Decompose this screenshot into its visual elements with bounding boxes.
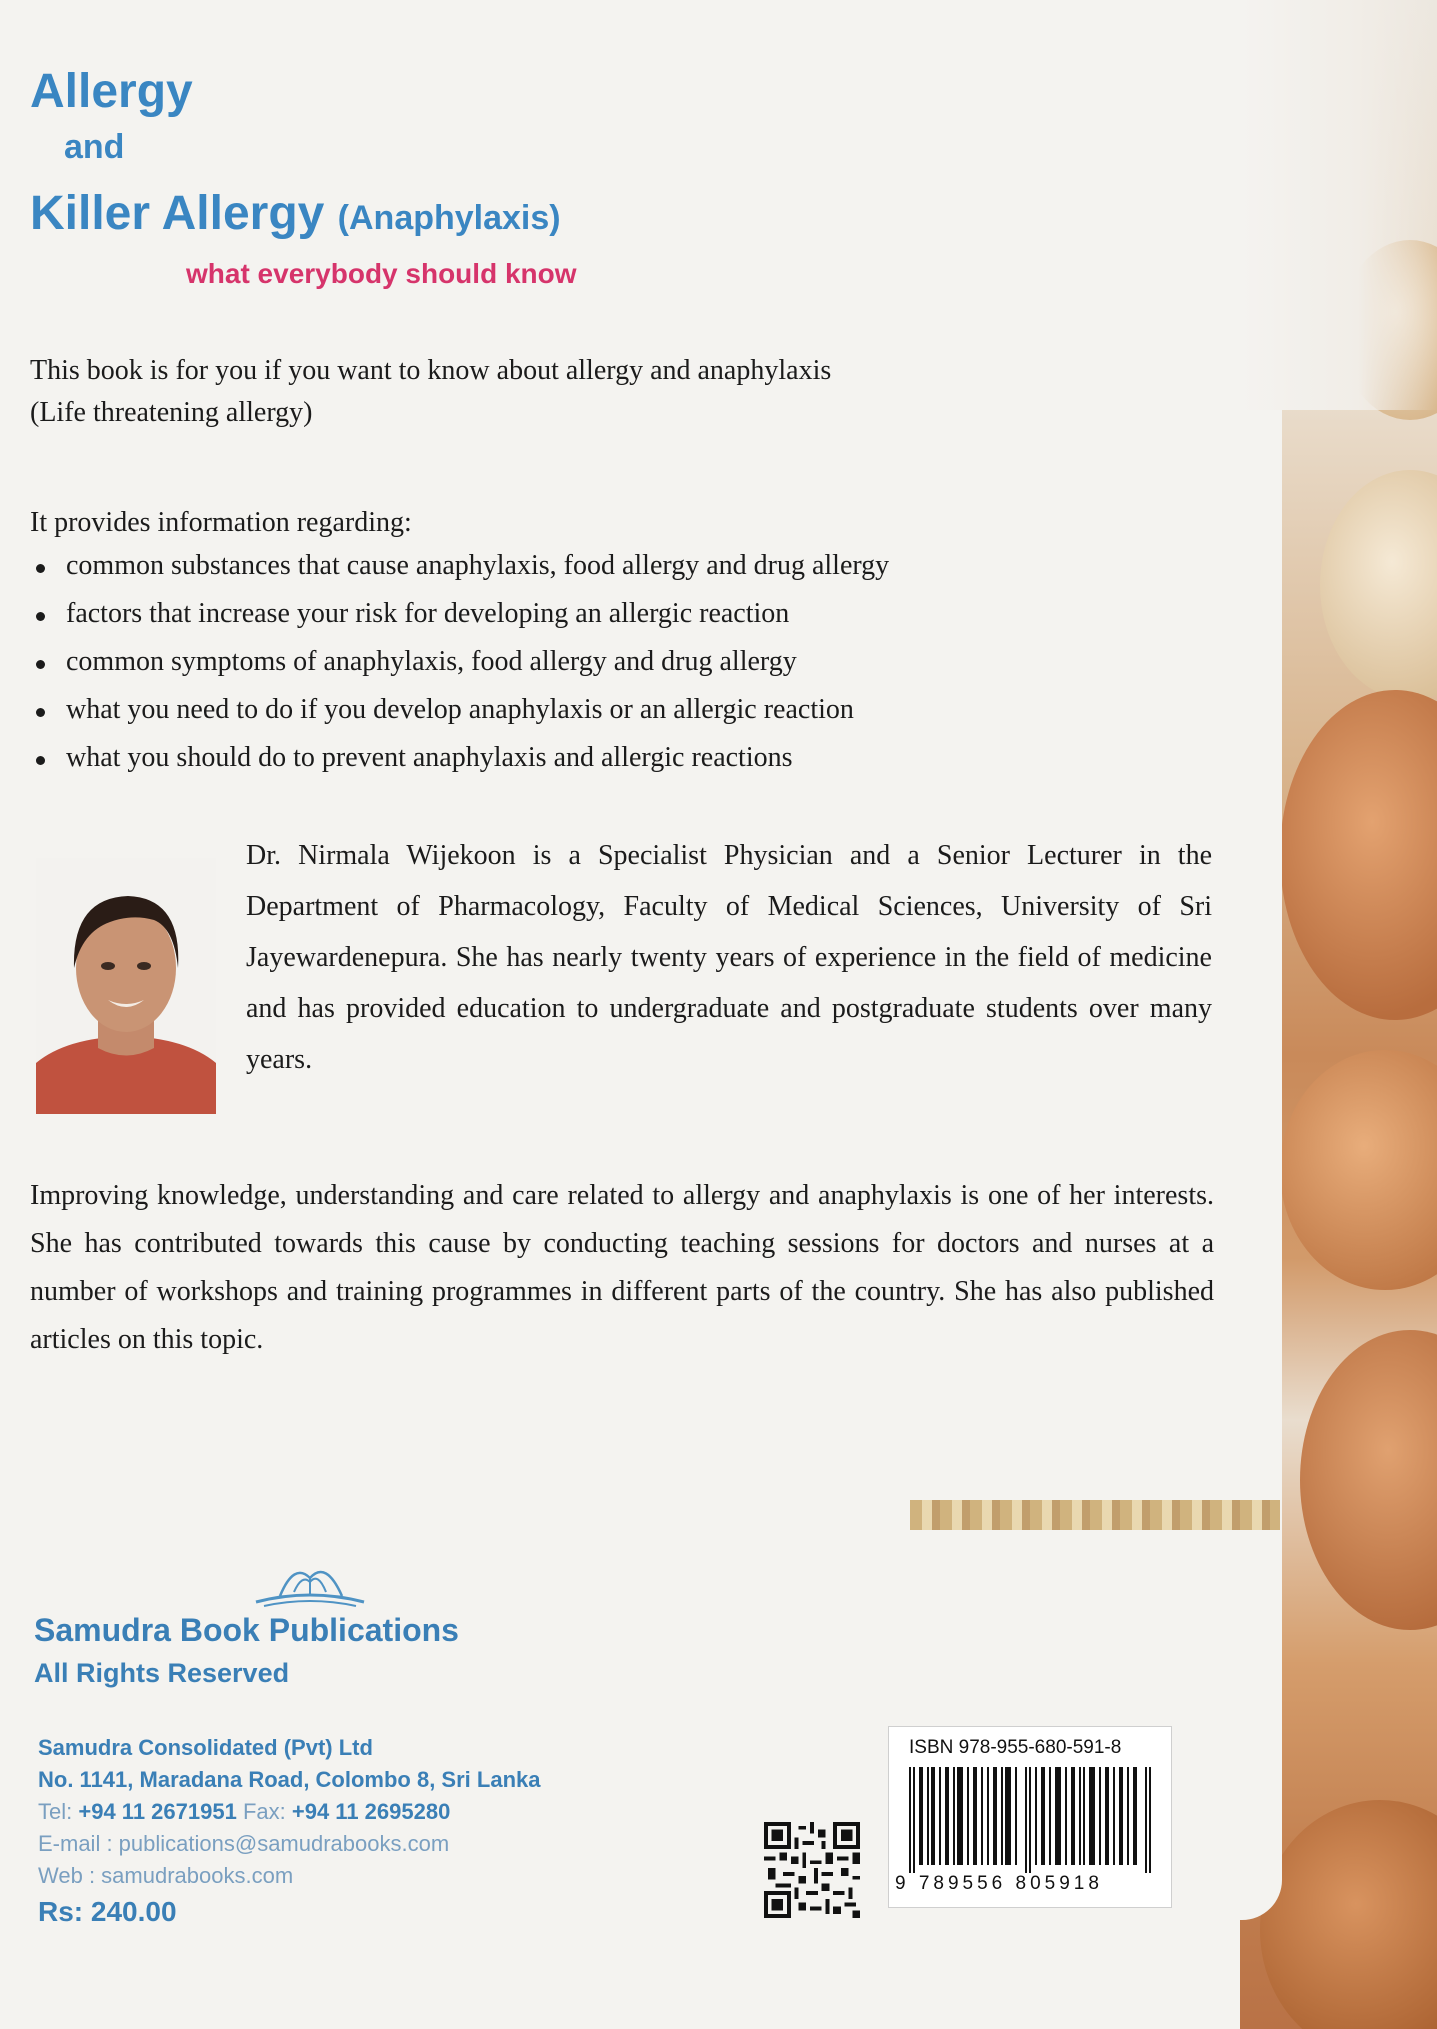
- provides-list: [30, 542, 889, 782]
- rights-text: All Rights Reserved: [34, 1658, 290, 1688]
- title-killer-main: Killer Allergy: [30, 187, 325, 240]
- isbn-barcode: [888, 1726, 1172, 1908]
- qr-code-icon: [764, 1822, 860, 1918]
- list-item: what you should do to prevent anaphylaxis and allergic reactions: [30, 734, 889, 782]
- tel-label: Tel:: [38, 1799, 73, 1824]
- intro-line-1: This book is for you if you want to know about allergy and anaphylaxis: [30, 355, 832, 386]
- publisher-address-block: [38, 1732, 540, 1892]
- author-interests: Improving knowledge, understanding and care related to allergy and anaphylaxis is one of her interests. She has contributed towards this cause by conducting teaching sessions for doctors and nurses at a number of workshops and training programmes in different parts of the country. She has also published articles on this topic.: [30, 1180, 1214, 1355]
- barcode-bars-icon: [905, 1767, 1157, 1873]
- publisher-logo-icon: [250, 1552, 370, 1610]
- barcode-digits: 9 789556 805918: [895, 1873, 1103, 1894]
- list-item: common symptoms of anaphylaxis, food allergy and drug allergy: [30, 638, 889, 686]
- provides-heading: It provides information regarding:: [30, 507, 412, 538]
- list-item: factors that increase your risk for developing an allergic reaction: [30, 590, 889, 638]
- fax-label: Fax:: [242, 1799, 286, 1824]
- author-photo: [36, 858, 216, 1114]
- tel-number: +94 11 2671951: [78, 1799, 237, 1824]
- phone-fax: [38, 1796, 540, 1828]
- list-item: common substances that cause anaphylaxis, food allergy and drug allergy: [30, 542, 889, 590]
- title-anaphylaxis: (Anaphylaxis): [337, 199, 561, 237]
- intro-text: [30, 350, 1210, 434]
- fax-number: +94 11 2695280: [291, 1799, 451, 1824]
- title-and: and: [64, 128, 125, 166]
- intro-line-2: (Life threatening allergy): [30, 397, 313, 428]
- isbn-text: ISBN 978-955-680-591-8: [909, 1737, 1122, 1758]
- author-bio: Dr. Nirmala Wijekoon is a Specialist Physician and a Senior Lecturer in the Department of Pharmacology, Faculty of Medical Sciences, University of Sri Jayewardenepura. She has nearly twenty years of experience in the field of medicine and has provided education to undergraduate and postgraduate students over many years.: [246, 840, 1212, 1075]
- company-address: No. 1141, Maradana Road, Colombo 8, Sri Lanka: [38, 1767, 541, 1792]
- price: Rs: 240.00: [38, 1896, 177, 1927]
- web-line: Web : samudrabooks.com: [38, 1863, 294, 1888]
- company-name: Samudra Consolidated (Pvt) Ltd: [38, 1735, 373, 1760]
- email-line: E-mail : publications@samudrabooks.com: [38, 1831, 450, 1856]
- title-allergy: Allergy: [30, 65, 193, 118]
- straw-decoration: [910, 1500, 1280, 1530]
- publisher-name: Samudra Book Publications: [34, 1612, 459, 1648]
- tagline: what everybody should know: [186, 258, 577, 289]
- title-killer-allergy: [30, 186, 561, 241]
- list-item: what you need to do if you develop anaphylaxis or an allergic reaction: [30, 686, 889, 734]
